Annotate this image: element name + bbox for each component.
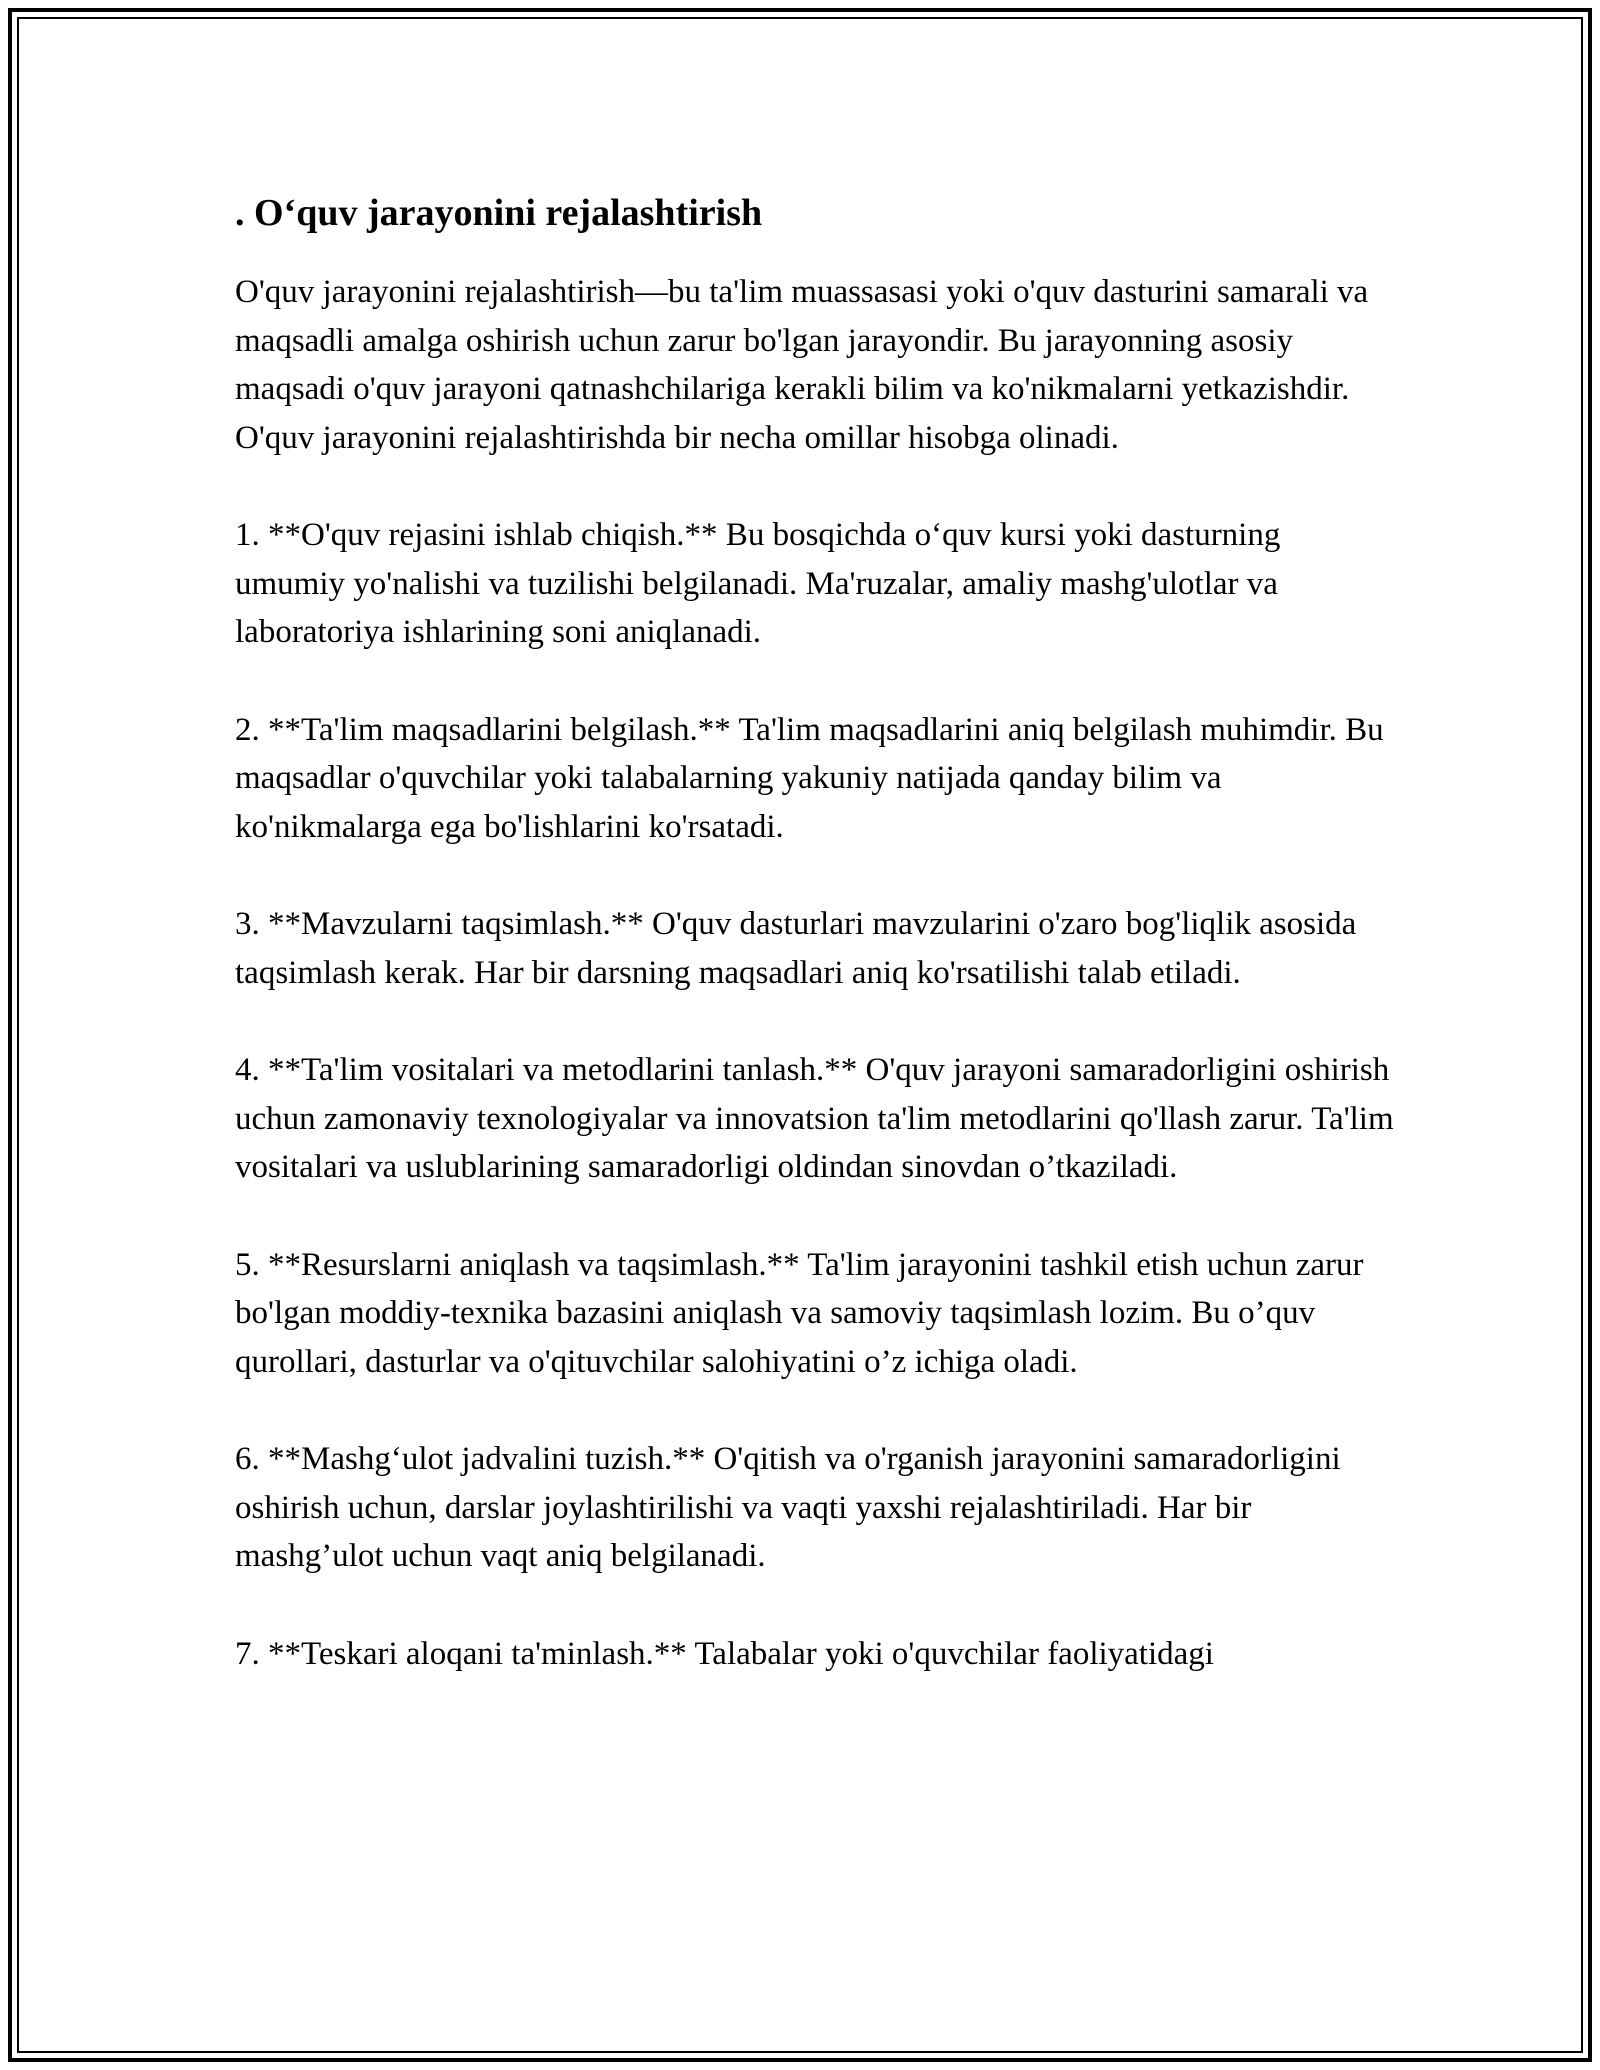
list-item-3: 3. **Mavzularni taqsimlash.** O'quv dasturlari mavzularini o'zaro bog'liqlik asosida taqsimlash kerak. Har bir darsning maqsadlari aniq ko'rsatilishi talab etiladi. bbox=[235, 906, 1357, 991]
list-item-1: 1. **O'quv rejasini ishlab chiqish.** Bu bosqichda o‘quv kursi yoki dasturning umumiy yo'nalishi va tuzilishi belgilanadi. Ma'ruzalar, amaliy mashg'ulotlar va laboratoriya ishlarining soni aniqlanadi. bbox=[235, 517, 1281, 650]
intro-paragraph: O'quv jarayonini rejalashtirish—bu ta'lim muassasasi yoki o'quv dasturini samarali va maqsadli amalga oshirish uchun zarur bo'lgan jarayondir. Bu jarayonning asosiy maqsadi o'quv jarayoni qatnashchilariga kerakli bilim va ko'nikmalarni yetkazishdir. O'quv jarayonini rejalashtirishda bir necha omillar hisobga olinadi. bbox=[235, 274, 1369, 456]
document-heading: . O‘quv jarayonini rejalashtirish bbox=[235, 192, 763, 234]
document-body bbox=[235, 188, 1395, 1678]
list-item-6: 6. **Mashg‘ulot jadvalini tuzish.** O'qitish va o'rganish jarayonini samaradorligini oshirish uchun, darslar joylashtirilishi va vaqti yaxshi rejalashtiriladi. Har bir mashg’ulot uchun vaqt aniq belgilanadi. bbox=[235, 1441, 1341, 1574]
list-item-5: 5. **Resurslarni aniqlash va taqsimlash.** Ta'lim jarayonini tashkil etish uchun zarur bo'lgan moddiy-texnika bazasini aniqlash va samoviy taqsimlash lozim. Bu o’quv qurollari, dasturlar va o'qituvchilar salohiyatini o’z ichiga oladi. bbox=[235, 1246, 1364, 1380]
list-item-7: 7. **Teskari aloqani ta'minlash.** Talabalar yoki o'quvchilar faoliyatidagi bbox=[235, 1635, 1214, 1672]
list-item-2: 2. **Ta'lim maqsadlarini belgilash.** Ta'lim maqsadlarini aniq belgilash muhimdir. Bu maqsadlar o'quvchilar yoki talabalarning yakuniy natijada qanday bilim va ko'nikmalarga ega bo'lishlarini ko'rsatadi. bbox=[235, 711, 1384, 845]
list-item-4: 4. **Ta'lim vositalari va metodlarini tanlash.** O'quv jarayoni samaradorligini oshirish uchun zamonaviy texnologiyalar va innovatsion ta'lim metodlarini qo'llash zarur. Ta'lim vositalari va uslublarining samaradorligi oldindan sinovdan o’tkaziladi. bbox=[235, 1052, 1394, 1185]
